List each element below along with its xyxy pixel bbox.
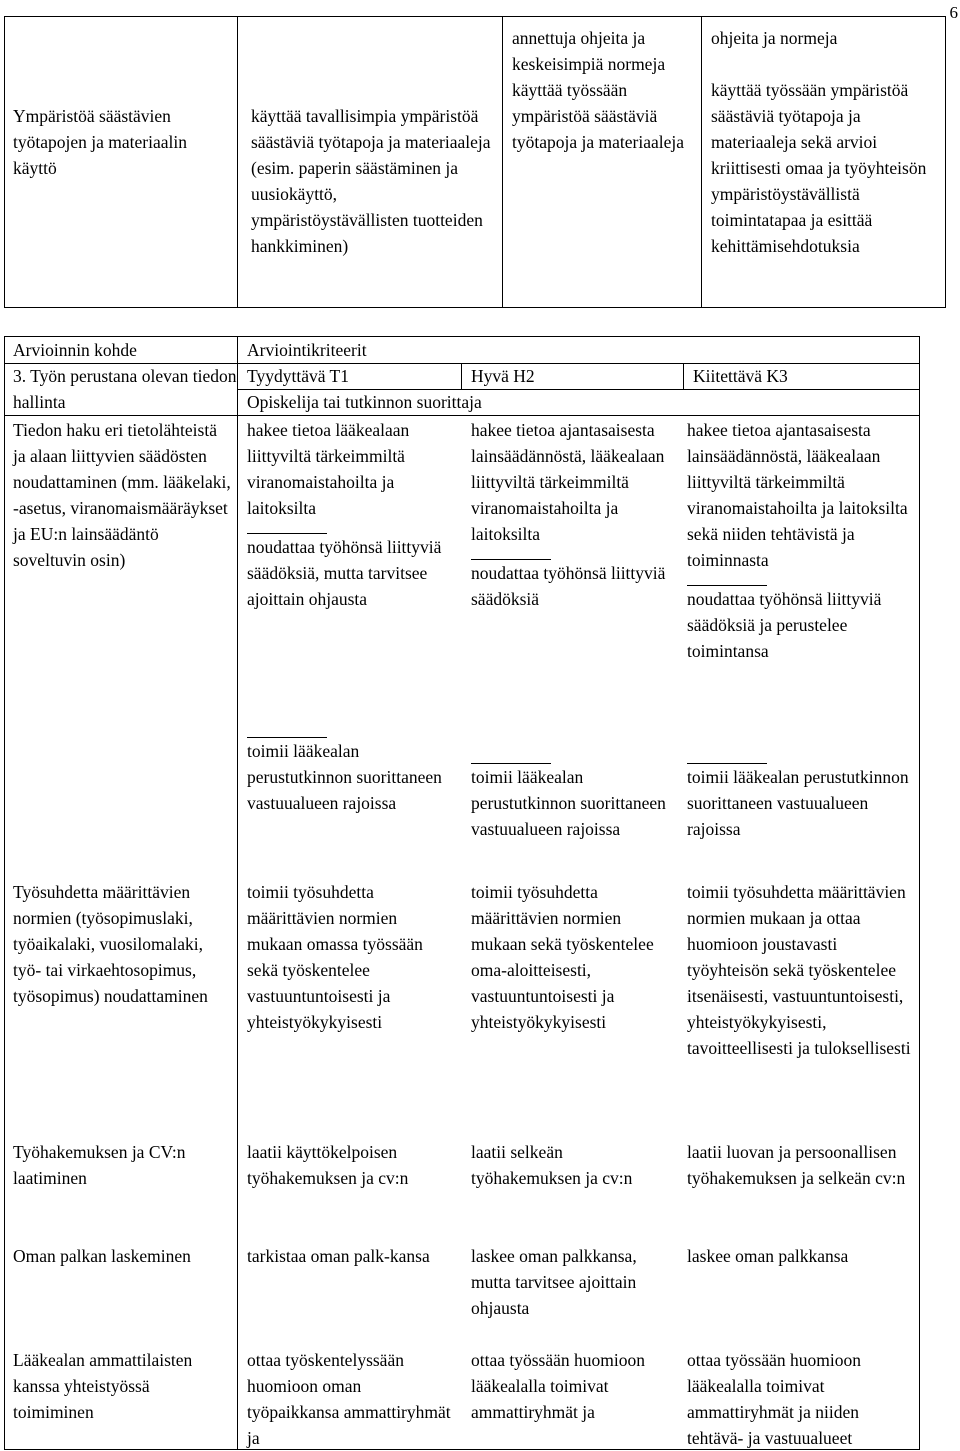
subject-header: Opiskelija tai tutkinnon suorittaja bbox=[247, 392, 482, 412]
h2-environment-continued: annettuja ohjeita ja keskeisimpiä normeja bbox=[512, 28, 666, 74]
target-employment-norms: Työsuhdetta määrittävien normien (työsopimuslaki, työaikalaki, vuosilomalaki, työ- tai virkaehtosopimus, työsopimus) noudattaminen bbox=[13, 882, 208, 1006]
grade-k3-header: Kiitettävä K3 bbox=[693, 366, 788, 386]
continuation-table bbox=[4, 16, 946, 308]
t1-job-application: laatii käyttökelpoisen työhakemuksen ja cv:n bbox=[247, 1142, 409, 1188]
h2-job-application: laatii selkeän työhakemuksen ja cv:n bbox=[471, 1142, 633, 1188]
target-job-application: Työhakemuksen ja CV:n laatiminen bbox=[13, 1142, 186, 1188]
t1-info-search-1: hakee tietoa lääkealaan liittyviltä tärkeimmiltä viranomaistahoilta ja laitoksilta bbox=[247, 420, 410, 518]
k3-info-search-2: noudattaa työhönsä liittyviä säädöksiä ja perustelee toimintansa bbox=[687, 589, 882, 661]
row-label-environment: Ympäristöä säästävien työtapojen ja materiaalin käyttö bbox=[13, 106, 187, 178]
page-number: 6 bbox=[949, 3, 958, 22]
h2-info-search bbox=[471, 417, 681, 612]
t1-environment: käyttää tavallisimpia ympäristöä säästäviä työtapoja ja materiaaleja (esim. paperin säästäminen ja uusiokäyttö, ympäristöystävällisten tuotteiden hankkiminen) bbox=[251, 106, 491, 256]
k3-job-application: laatii luovan ja persoonallisen työhakemuksen ja selkeän cv:n bbox=[687, 1142, 906, 1188]
t1-info-search bbox=[247, 417, 459, 612]
t1-employment-norms: toimii työsuhdetta määrittävien normien mukaan omassa työssään sekä työskentelee vastuuntuntoisesti ja yhteistyökykyisesti bbox=[247, 882, 423, 1032]
k3-salary: laskee oman palkkansa bbox=[687, 1246, 849, 1266]
k3-employment-norms: toimii työsuhdetta määrittävien normien mukaan ja ottaa huomioon joustavasti työyhteisön sekä työskentelee itsenäisesti, vastuuntuntoisesti, yhteistyökykyisesti, tavoitteellisesti ja tuloksellisesti bbox=[687, 882, 911, 1058]
assessment-table bbox=[4, 336, 920, 1450]
t1-salary: tarkistaa oman palk-kansa bbox=[247, 1246, 430, 1266]
target-header: Arvioinnin kohde bbox=[13, 340, 137, 360]
h2-salary: laskee oman palkkansa, mutta tarvitsee ajoittain ohjausta bbox=[471, 1246, 637, 1318]
k3-environment-continued: ohjeita ja normeja bbox=[711, 28, 838, 48]
t1-cooperation: ottaa työskentelyssään huomioon oman työpaikkansa ammattiryhmät ja bbox=[247, 1350, 451, 1448]
h2-environment: käyttää työssään ympäristöä säästäviä työtapoja ja materiaaleja bbox=[512, 80, 684, 152]
h2-info-search-2: noudattaa työhönsä liittyviä säädöksiä bbox=[471, 563, 666, 609]
target-salary: Oman palkan laskeminen bbox=[13, 1246, 191, 1266]
k3-info-search-3-block bbox=[687, 763, 917, 842]
h2-cooperation: ottaa työssään huomioon lääkealalla toimivat ammattiryhmät ja bbox=[471, 1350, 646, 1422]
grade-t1-header: Tyydyttävä T1 bbox=[247, 366, 349, 386]
h2-info-search-1: hakee tietoa ajantasaisesta lainsäädännöstä, lääkealaan liittyviltä tärkeimmiltä viranomaistahoilta ja laitoksilta bbox=[471, 420, 665, 544]
h2-environment-cell bbox=[502, 17, 701, 155]
criteria-header: Arviointikriteerit bbox=[247, 340, 367, 360]
k3-cooperation: ottaa työssään huomioon lääkealalla toimivat ammattiryhmät ja niiden tehtävä- ja vastuualueet bbox=[687, 1350, 862, 1448]
t1-info-search-2: noudattaa työhönsä liittyviä säädöksiä, mutta tarvitsee ajoittain ohjausta bbox=[247, 537, 442, 609]
grade-h2-header: Hyvä H2 bbox=[471, 366, 535, 386]
k3-info-search-3: toimii lääkealan perustutkinnon suorittaneen vastuualueen rajoissa bbox=[687, 767, 909, 839]
k3-info-search-1: hakee tietoa ajantasaisesta lainsäädännöstä, lääkealaan liittyviltä tärkeimmiltä viranomaistahoilta ja laitoksilta sekä niiden tehtävistä ja toiminnasta bbox=[687, 420, 908, 570]
t1-info-search-3: toimii lääkealan perustutkinnon suorittaneen vastuualueen rajoissa bbox=[247, 741, 442, 813]
target-cooperation: Lääkealan ammattilaisten kanssa yhteistyössä toimiminen bbox=[13, 1350, 193, 1422]
k3-environment: käyttää työssään ympäristöä säästäviä työtapoja ja materiaaleja sekä arvioi kriittisesti omaa ja työyhteisön ympäristöystävällistä toimintatapaa ja esittää kehittämisehdotuksia bbox=[711, 80, 927, 256]
h2-info-search-3: toimii lääkealan perustutkinnon suorittaneen vastuualueen rajoissa bbox=[471, 767, 666, 839]
h2-info-search-3-block bbox=[471, 763, 681, 842]
k3-info-search bbox=[687, 417, 917, 664]
k3-environment-cell bbox=[701, 17, 947, 259]
t1-info-search-3-block bbox=[247, 737, 459, 816]
section-title: 3. Työn perustana olevan tiedon hallinta bbox=[13, 366, 237, 412]
target-info-search: Tiedon haku eri tietolähteistä ja alaan liittyvien säädösten noudattaminen (mm. lääkelaki, -asetus, viranomaismääräykset ja EU:n lainsäädäntö soveltuvin osin) bbox=[13, 420, 231, 570]
h2-employment-norms: toimii työsuhdetta määrittävien normien mukaan sekä työskentelee oma-aloitteisesti, vastuuntuntoisesti ja yhteistyökykyisesti bbox=[471, 882, 654, 1032]
